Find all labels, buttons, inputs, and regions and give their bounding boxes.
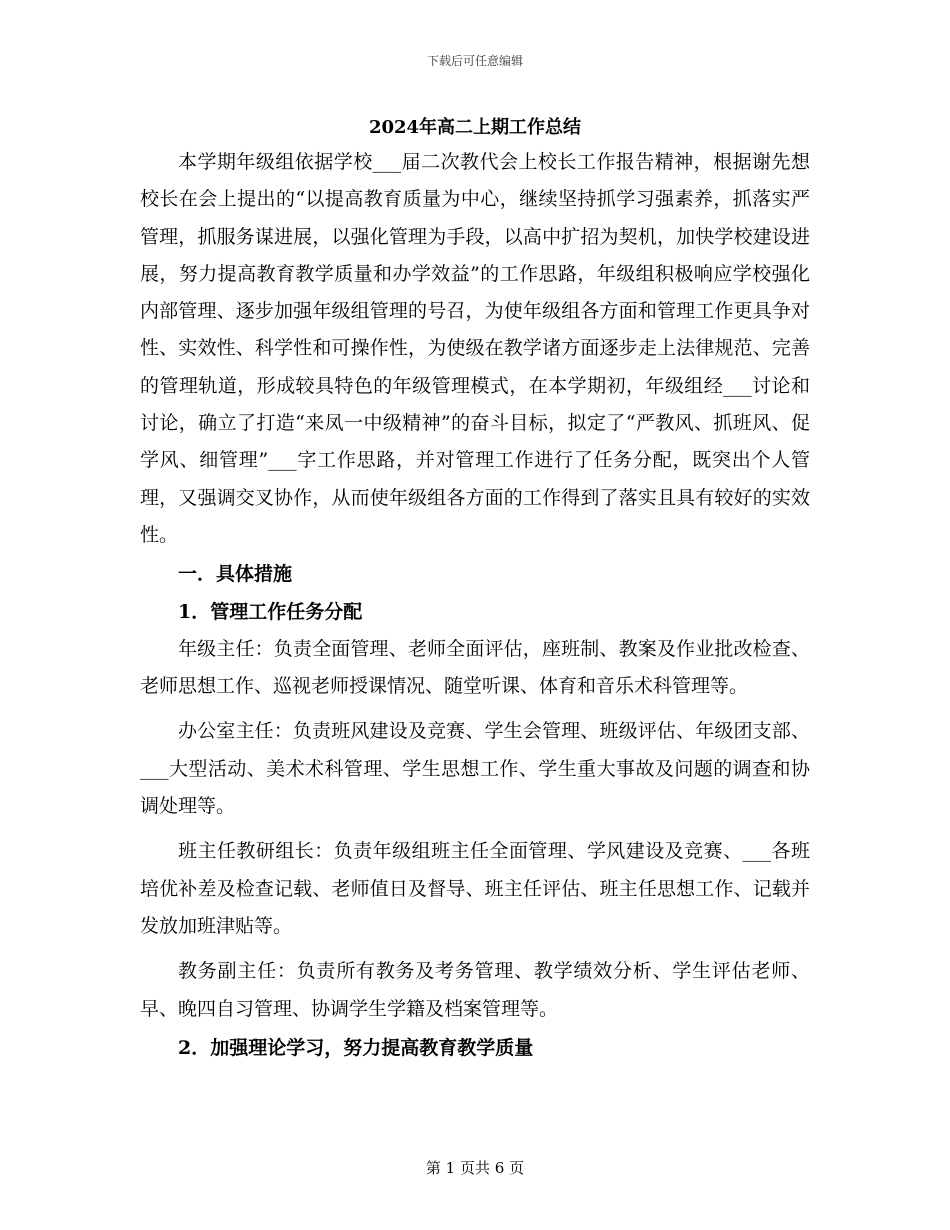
duty-paragraph-grade-director: 年级主任：负责全面管理、老师全面评估，座班制、教案及作业批改检查、老师思想工作、巡视老师授课情况、随堂听课、体育和音乐术科管理等。 <box>140 637 810 698</box>
subsection-heading-theory-study: 2．加强理论学习，努力提高教育教学质量 <box>178 1036 534 1059</box>
intro-paragraph: 本学期年级组依据学校___届二次教代会上校长工作报告精神，根据谢先想校长在会上提出的“以提高教育质量为中心，继续坚持抓学习强素养，抓落实严管理，抓服务谋进展，以强化管理为手段，以高中扩招为契机，加快学校建设进展，努力提高教育教学质量和办学效益”的工作思路，年级组积极响应学校强化内部管理、逐步加强年级组管理的号召，为使年级组各方面和管理工作更具争对性、实效性、科学性和可操作性，为使级在教学诸方面逐步走上法律规范、完善的管理轨道，形成较具特色的年级管理模式，在本学期初，年级组经___讨论和讨论，确立了打造“来凤一中级精神”的奋斗目标，拟定了“严教风、抓班风、促学风、细管理”___字工作思路，并对管理工作进行了任务分配，既突出个人管理，又强调交叉协作，从而使年级组各方面的工作得到了落实且具有较好的实效性。 <box>140 151 810 546</box>
duty-paragraph-head-teacher-leader: 班主任教研组长：负责年级组班主任全面管理、学风建设及竞赛、___各班培优补差及检查记载、老师值日及督导、班主任评估、班主任思想工作、记载并发放加班津贴等。 <box>140 840 810 937</box>
document-title: 2024年高二上期工作总结 <box>368 117 582 138</box>
page-header-note: 下载后可任意编辑 <box>426 54 523 68</box>
subsection-heading-task-allocation: 1．管理工作任务分配 <box>178 600 363 623</box>
section-heading-measures: 一．具体措施 <box>178 563 293 586</box>
document-body <box>140 112 810 1067</box>
duty-paragraph-academic-deputy: 教务副主任：负责所有教务及考务管理、教学绩效分析、学生评估老师、早、晚四自习管理、协调学生学籍及档案管理等。 <box>140 960 810 1020</box>
page-number: 第 1 页共 6 页 <box>425 1159 525 1177</box>
duty-paragraph-office-director: 办公室主任：负责班风建设及竞赛、学生会管理、班级评估、年级团支部、___大型活动、美术术科管理、学生思想工作、学生重大事故及问题的调查和协调处理等。 <box>140 720 810 818</box>
